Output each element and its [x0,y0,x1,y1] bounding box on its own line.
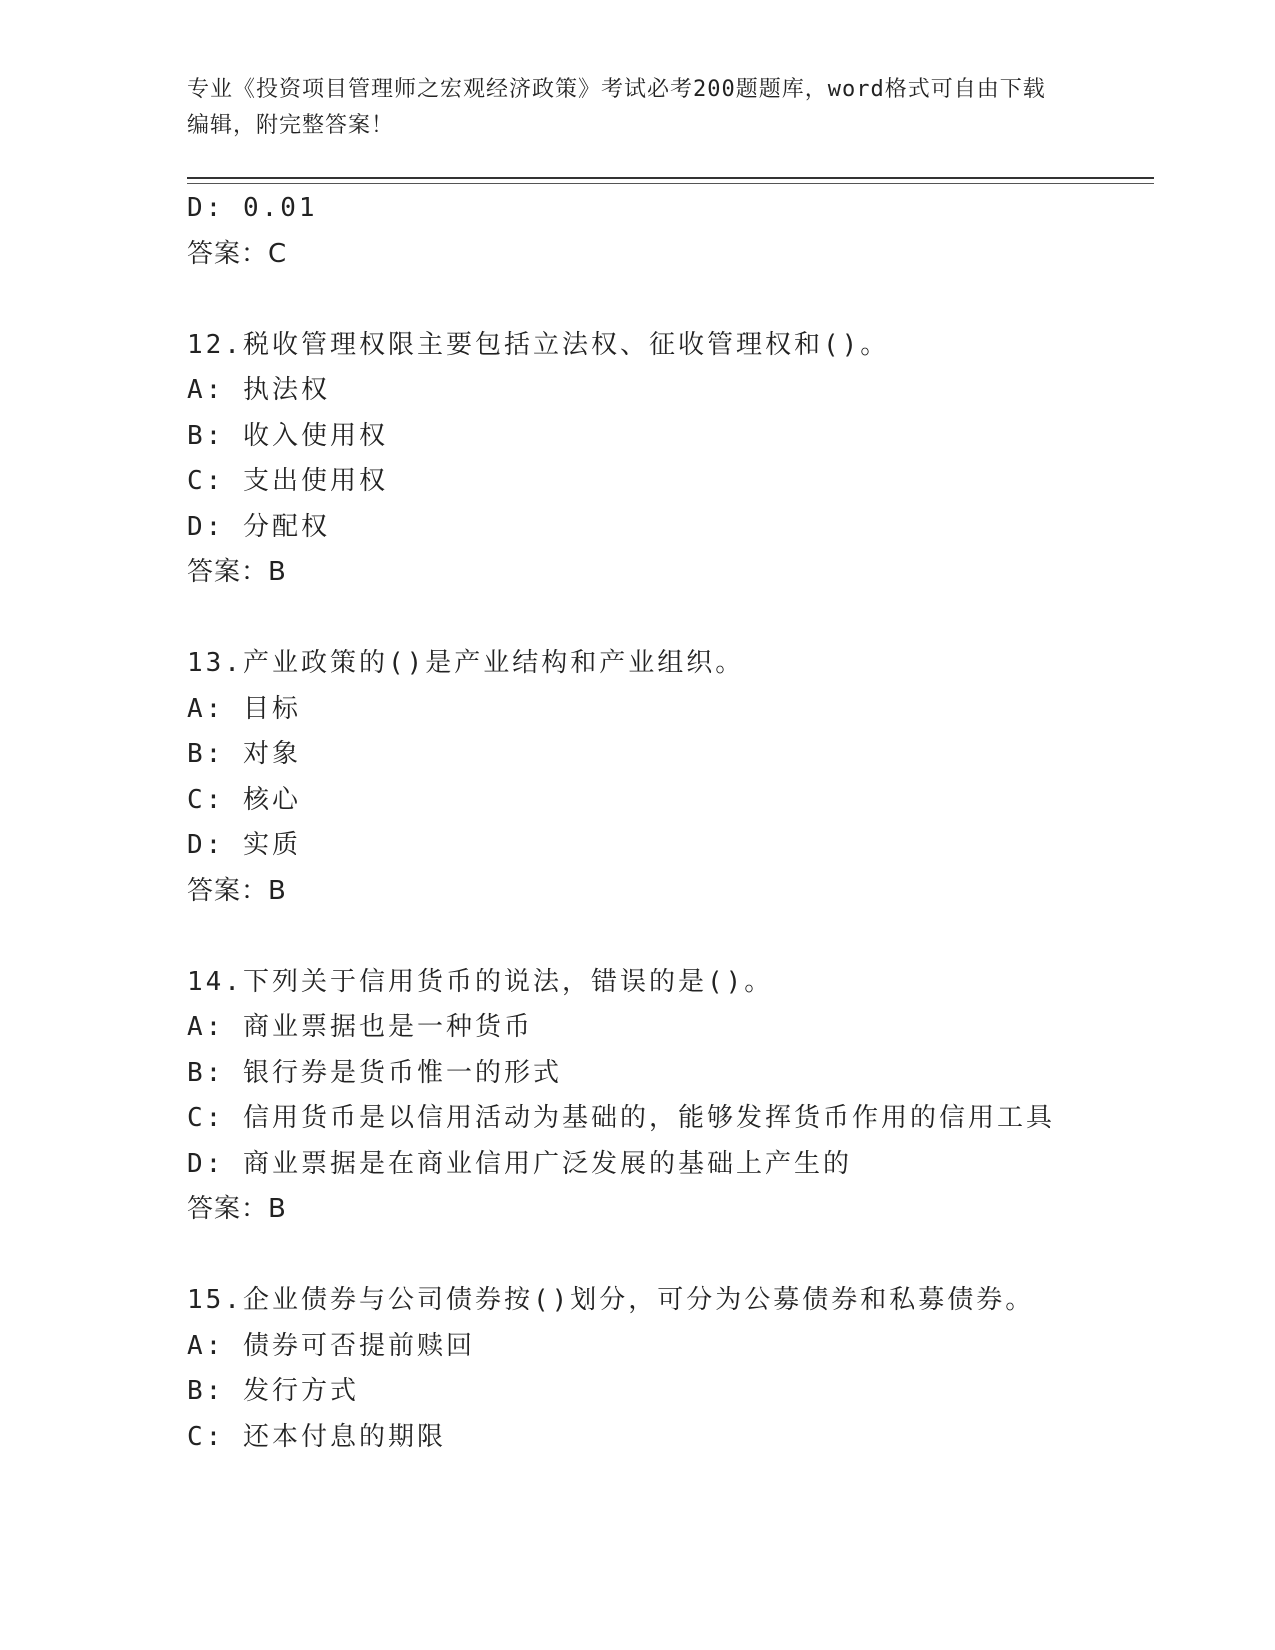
answer: 答案：B [187,1194,287,1224]
carryover-answer: 答案：C [187,238,288,269]
question-stem: 12.税收管理权限主要包括立法权、征收管理权和()。 [187,329,890,360]
option-d: D: 实质 [187,830,301,860]
header-rule-thick [187,177,1154,179]
option-c: C: 支出使用权 [187,466,388,496]
answer: 答案：B [187,557,287,587]
option-c: C: 核心 [187,784,301,815]
option-b: B: 发行方式 [187,1376,359,1406]
question-stem: 13.产业政策的()是产业结构和产业组织。 [187,648,745,678]
spacer [187,1233,1154,1279]
question-content [187,186,1154,1460]
option-d: D: 分配权 [187,511,330,542]
option-c: C: 还本付息的期限 [187,1421,446,1452]
document-header: 专业《投资项目管理师之宏观经济政策》考试必考200题题库，word格式可自由下载编辑，附完整答案！ [187,77,1046,138]
option-a: A: 商业票据也是一种货币 [187,1012,533,1042]
spacer [187,914,1154,960]
question-stem: 14.下列关于信用货币的说法，错误的是()。 [187,966,774,997]
option-a: A: 目标 [187,693,301,724]
carryover-option-d: D: 0.01 [187,193,318,223]
option-a: A: 债券可否提前赎回 [187,1330,475,1361]
spacer [187,277,1154,323]
option-b: B: 银行券是货币惟一的形式 [187,1057,562,1088]
option-d: D: 商业票据是在商业信用广泛发展的基础上产生的 [187,1148,852,1179]
option-b: B: 收入使用权 [187,420,388,451]
option-b: B: 对象 [187,739,301,769]
option-c: C: 信用货币是以信用活动为基础的，能够发挥货币作用的信用工具 [187,1103,1055,1133]
answer: 答案：B [187,875,287,906]
question-stem: 15.企业债券与公司债券按()划分，可分为公募债券和私募债券。 [187,1285,1035,1315]
spacer [187,596,1154,642]
header-rule-thin [187,183,1154,184]
option-a: A: 执法权 [187,375,330,405]
